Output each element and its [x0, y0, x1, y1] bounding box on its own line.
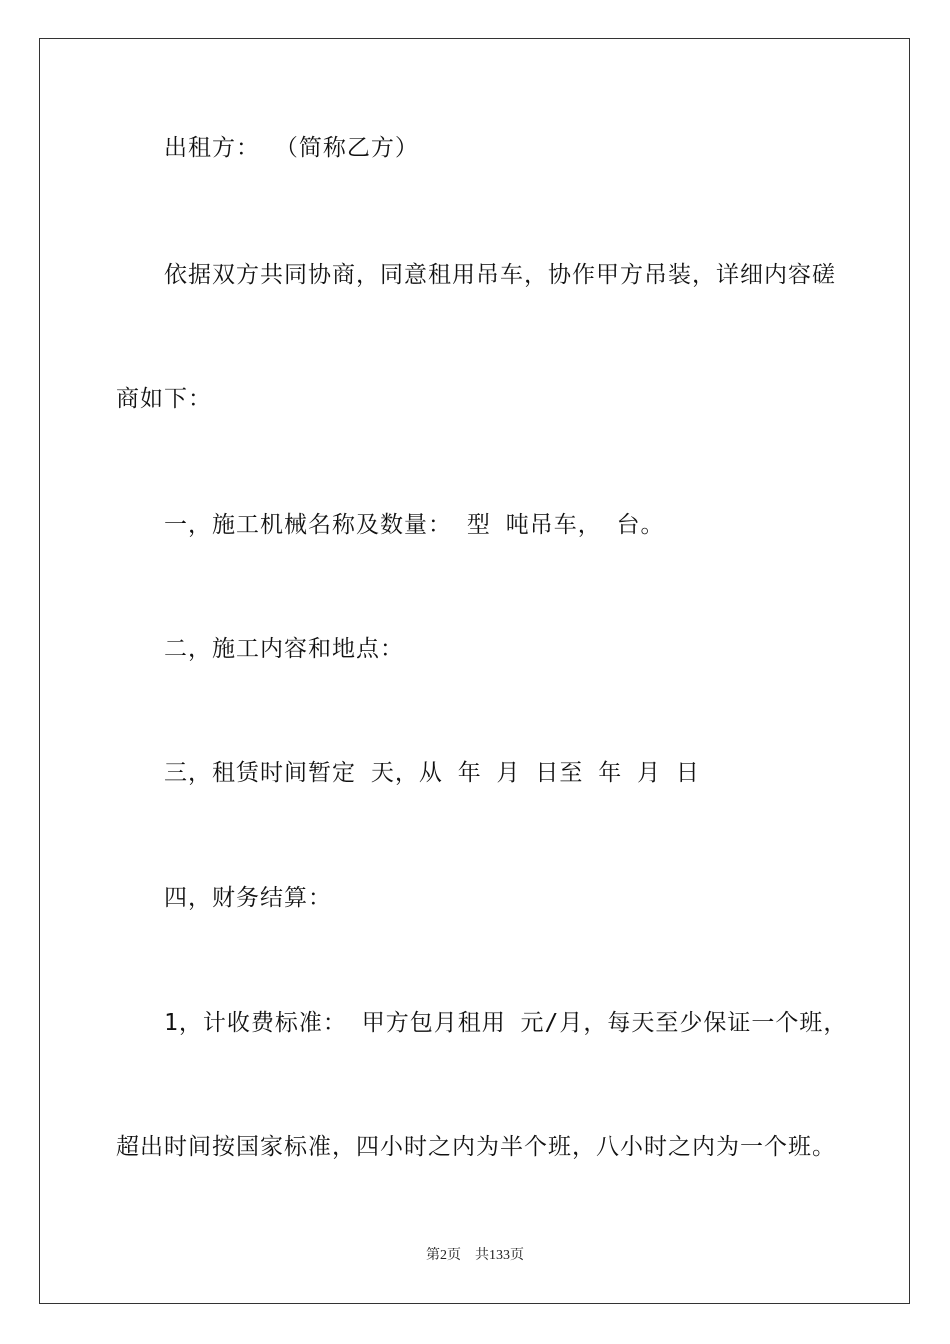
clause-three: 三，租赁时间暂定 天，从 年 月 日至 年 月 日	[164, 760, 700, 786]
clause-one: 一，施工机械名称及数量： 型 吨吊车， 台。	[164, 512, 665, 538]
page-number: 第2页	[426, 1248, 461, 1263]
total-pages: 共133页	[475, 1248, 524, 1263]
page-border	[39, 38, 910, 1304]
clause-four-item-one-cont: 超出时间按国家标准，四小时之内为半个班，八小时之内为一个班。	[116, 1134, 836, 1160]
page-footer	[0, 1246, 950, 1266]
paragraph-agreement-cont: 商如下：	[116, 386, 212, 412]
clause-two: 二，施工内容和地点：	[164, 636, 404, 662]
clause-four: 四，财务结算：	[164, 885, 332, 911]
clause-four-item-one: 1，计收费标准： 甲方包月租用 元/月，每天至少保证一个班，	[164, 1010, 848, 1036]
lessor-line: 出租方： （简称乙方）	[164, 135, 419, 161]
paragraph-agreement: 依据双方共同协商，同意租用吊车，协作甲方吊装，详细内容磋	[164, 262, 836, 288]
